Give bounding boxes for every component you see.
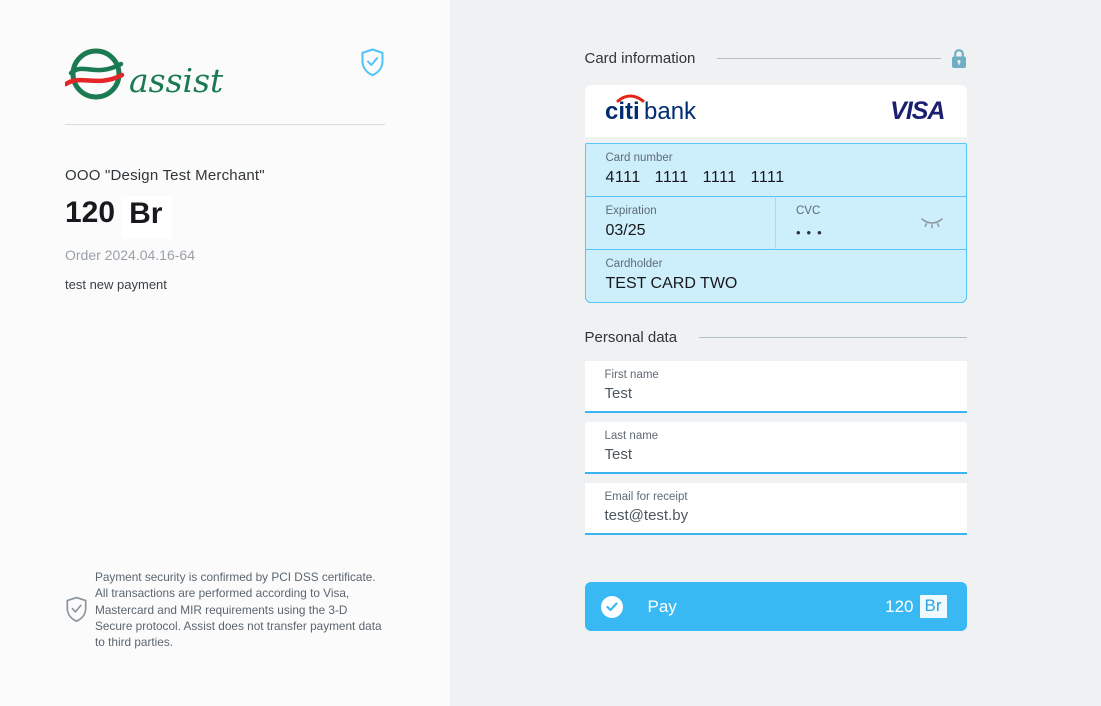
assist-logo-icon [65,48,127,102]
cvc-visibility-toggle[interactable] [918,214,946,232]
sidebar-divider [65,124,385,125]
logo-row [65,48,385,102]
card-number-label: Card number [605,152,673,164]
pay-button-label: Pay [647,596,677,616]
first-name-value[interactable]: Test [604,385,633,402]
pay-amount-value: 120 [885,596,914,616]
visa-logo: VISA [890,96,945,125]
first-name-field[interactable] [585,361,967,413]
last-name-field[interactable] [585,422,967,474]
pay-check-icon [601,596,623,618]
pay-amount-currency: Br [920,595,947,618]
order-amount-value: 120 [65,196,116,229]
email-field[interactable] [585,483,967,535]
card-information-header [585,48,967,69]
card-information-title: Card information [584,50,696,67]
personal-data-title: Personal data [584,329,678,346]
cardholder-field[interactable] [585,249,967,303]
payment-description: test new payment [65,277,167,292]
merchant-sidebar [0,0,450,706]
verified-shield-icon [360,48,385,77]
sidebar-spacer [65,292,385,569]
pci-shield-icon [65,596,88,623]
cvc-inner [796,205,828,240]
assist-logo-text: assist [129,60,224,100]
cvc-field[interactable] [775,196,967,250]
cvc-value[interactable]: ••• [796,225,828,240]
pay-button[interactable] [585,582,967,631]
last-name-label: Last name [604,430,659,442]
security-note-text: Payment security is confirmed by PCI DSS certificate. All transactions are performed according to Visa, Mastercard and MIR requirements using the 3-D Secure protocol. Assist does not transfer payment data to third parties. [95,570,382,649]
lock-icon [951,48,967,69]
personal-data-line [699,337,966,338]
cvc-label: CVC [796,205,821,217]
bank-header [585,85,967,137]
security-note [65,569,385,650]
first-name-label: First name [604,369,659,381]
svg-text:bank: bank [643,98,696,125]
assist-logo [65,48,223,102]
expiration-label: Expiration [605,205,657,217]
order-number: Order 2024.04.16-64 [65,247,195,263]
cardholder-value[interactable]: TEST CARD TWO [605,275,738,292]
merchant-name: OOO "Design Test Merchant" [65,167,265,184]
payment-form [585,0,967,706]
personal-fields [585,361,967,535]
pay-button-amount [885,595,946,618]
expiration-value[interactable]: 03/25 [605,222,646,239]
card-information-line [717,58,940,59]
email-label: Email for receipt [604,491,688,503]
cardholder-label: Cardholder [605,258,663,270]
last-name-value[interactable]: Test [604,446,633,463]
expiration-field[interactable] [585,196,776,250]
closed-eye-icon [920,216,944,230]
card-widget [585,85,967,303]
payment-form-panel [450,0,1101,706]
svg-text:citi: citi [604,98,640,125]
email-value[interactable]: test@test.by [604,507,689,524]
order-amount-currency: Br [121,196,172,239]
order-amount [65,196,385,239]
personal-data-header [585,329,967,346]
card-number-field[interactable] [585,143,967,197]
expiration-cvc-row [585,196,967,250]
card-number-value[interactable]: 4111 1111 1111 1111 [605,169,785,186]
citibank-logo [605,92,709,130]
